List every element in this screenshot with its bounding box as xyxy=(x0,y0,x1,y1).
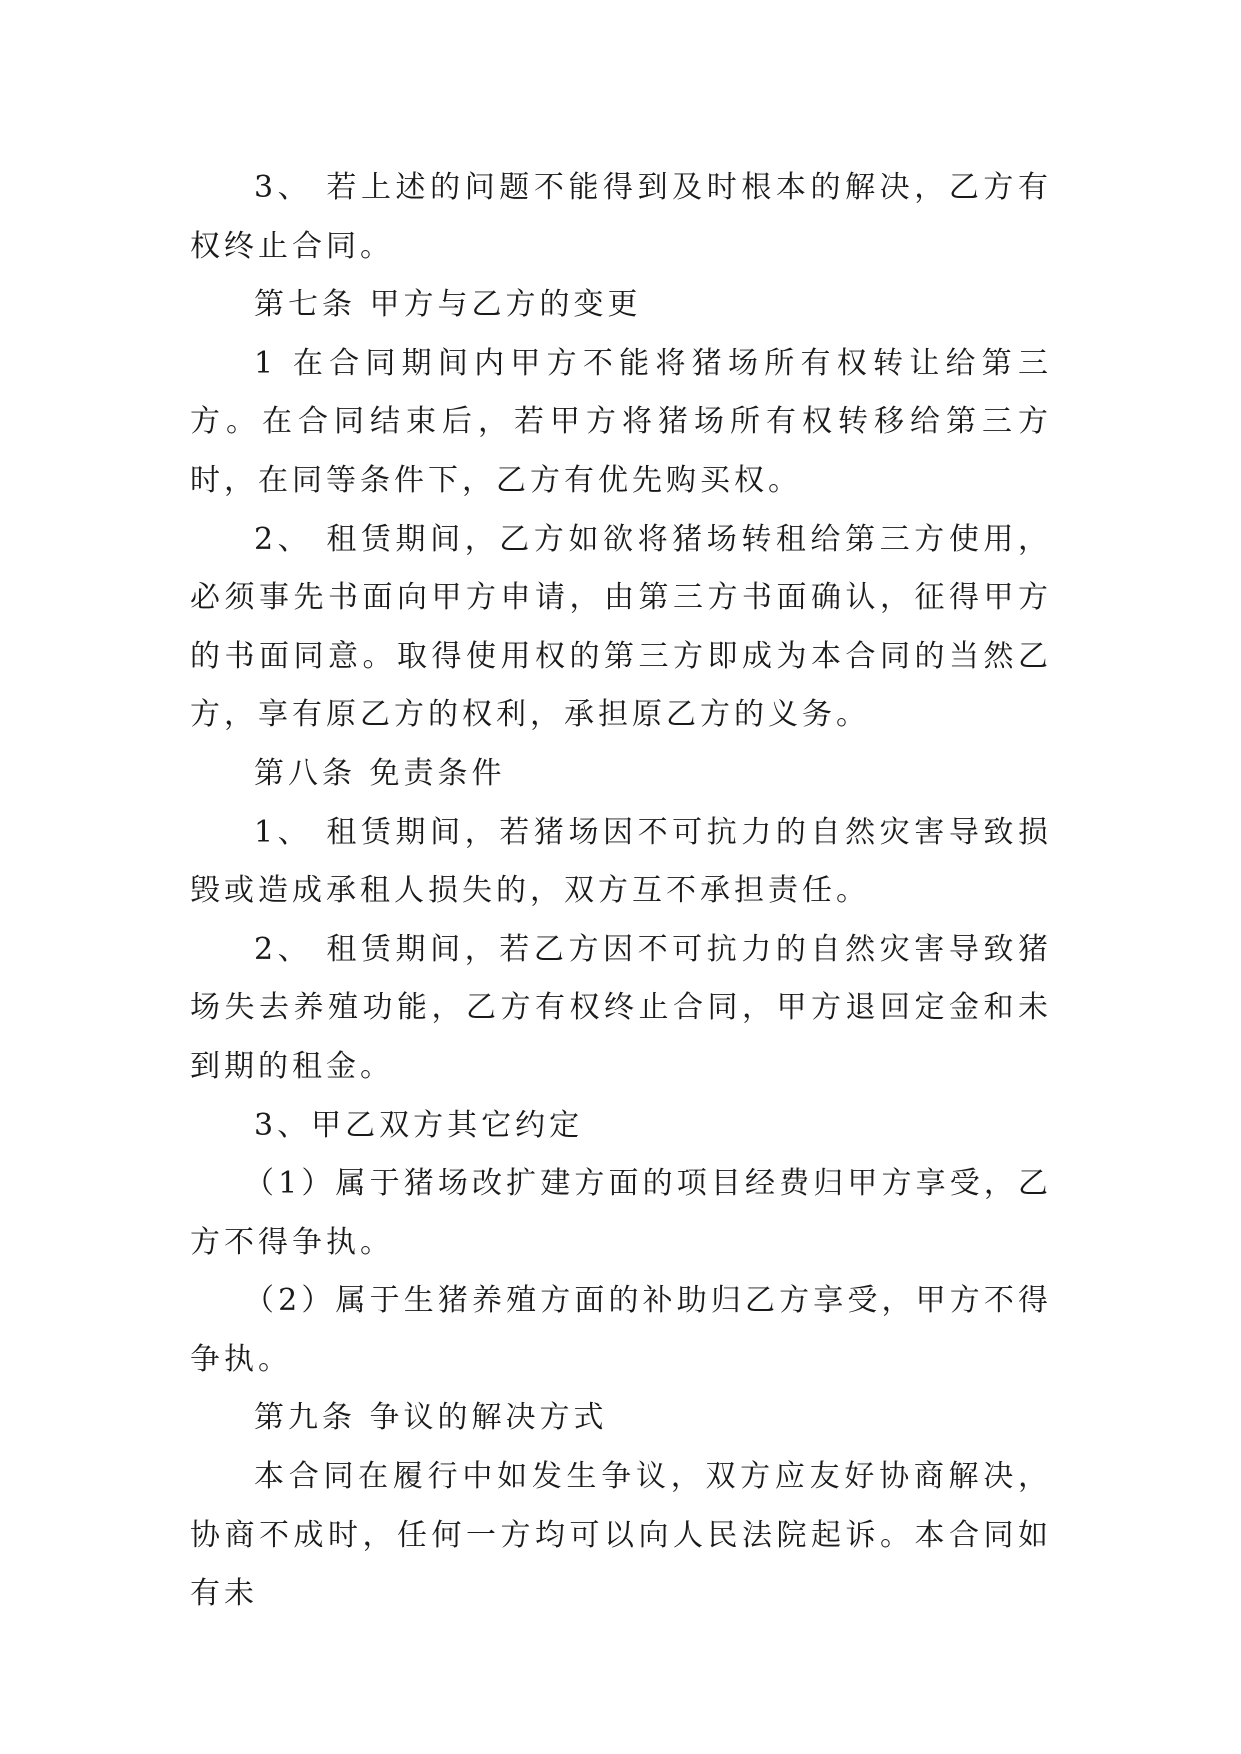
paragraph-force-majeure-termination: 2、 租赁期间，若乙方因不可抗力的自然灾害导致猪场失去养殖功能，乙方有权终止合同，甲方退回定金和未到期的租金。 xyxy=(190,931,1052,1084)
article-8-heading: 第八条 免责条件 xyxy=(254,755,506,791)
paragraph-expansion-funds: （1）属于猪场改扩建方面的项目经费归甲方享受，乙方不得争执。 xyxy=(190,1166,1052,1260)
paragraph-sublease: 2、 租赁期间，乙方如欲将猪场转租给第三方使用，必须事先书面向甲方申请，由第三方书面确认，征得甲方的书面同意。取得使用权的第三方即成为本合同的当然乙方，享有原乙方的权利，承担原乙方的义务。 xyxy=(190,521,1052,733)
article-9-heading: 第九条 争议的解决方式 xyxy=(254,1400,608,1436)
paragraph-force-majeure-damage: 1、 租赁期间，若猪场因不可抗力的自然灾害导致损毁或造成承租人损失的，双方互不承担责任。 xyxy=(190,814,1052,909)
paragraph-other-agreements: 3、甲乙双方其它约定 xyxy=(254,1107,584,1143)
paragraph-ownership-transfer: 1 在合同期间内甲方不能将猪场所有权转让给第三方。在合同结束后，若甲方将猪场所有权转移给第三方时，在同等条件下，乙方有优先购买权。 xyxy=(190,345,1052,498)
paragraph-termination-right: 3、 若上述的问题不能得到及时根本的解决，乙方有权终止合同。 xyxy=(190,170,1052,264)
paragraph-dispute-resolution: 本合同在履行中如发生争议，双方应友好协商解决，协商不成时，任何一方均可以向人民法院起诉。本合同如有未 xyxy=(190,1459,1052,1612)
article-7-heading: 第七条 甲方与乙方的变更 xyxy=(254,287,642,323)
document-body xyxy=(190,159,1052,1624)
paragraph-breeding-subsidy: （2）属于生猪养殖方面的补助归乙方享受，甲方不得争执。 xyxy=(190,1283,1052,1377)
